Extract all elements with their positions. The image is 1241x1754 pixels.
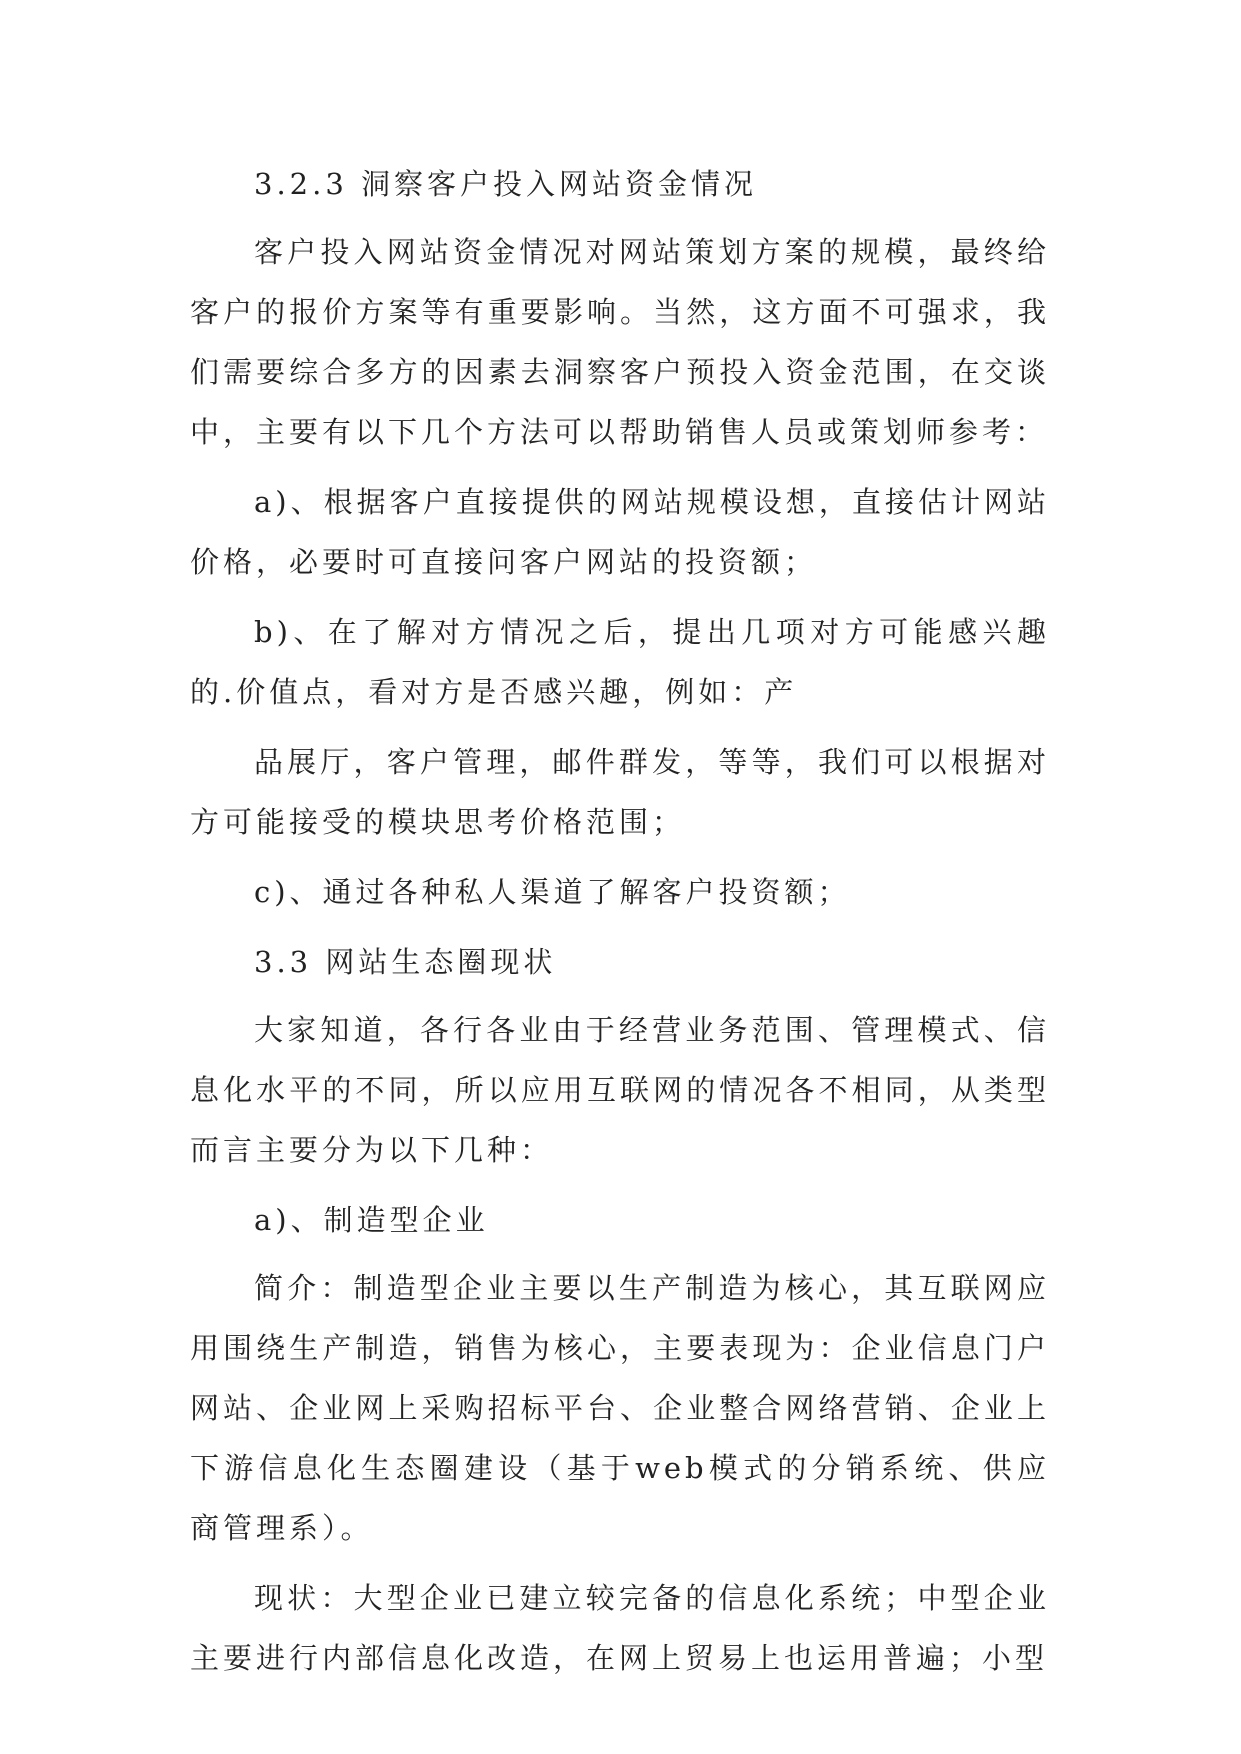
paragraph-manufacturing-intro: 简介：制造型企业主要以生产制造为核心，其互联网应用围绕生产制造，销售为核心，主要表现为：企业信息门户网站、企业网上采购招标平台、企业整合网络营销、企业上下游信息化生态圈建设（基于web模式的分销系统、供应商管理系）。 (190, 1271, 1050, 1545)
list-item-a-manufacturing: a)、制造型企业 (254, 1203, 489, 1237)
section-heading-3-3: 3.3 网站生态圈现状 (254, 945, 557, 979)
paragraph-funding-intro: 客户投入网站资金情况对网站策划方案的规模，最终给客户的报价方案等有重要影响。当然，这方面不可强求，我们需要综合多方的因素去洞察客户预投入资金范围，在交谈中，主要有以下几个方法可以帮助销售人员或策划师参考： (190, 235, 1050, 449)
paragraph-manufacturing-status: 现状：大型企业已建立较完备的信息化系统；中型企业主要进行内部信息化改造，在网上贸易上也运用普遍；小型 (190, 1581, 1050, 1675)
document-body (190, 154, 1050, 1698)
paragraph-industry-types: 大家知道，各行各业由于经营业务范围、管理模式、信息化水平的不同，所以应用互联网的情况各不相同，从类型而言主要分为以下几种： (190, 1013, 1050, 1167)
list-item-a-estimate: a)、根据客户直接提供的网站规模设想，直接估计网站价格，必要时可直接问客户网站的投资额； (190, 485, 1050, 579)
section-heading-3-2-3: 3.2.3 洞察客户投入网站资金情况 (254, 167, 758, 201)
paragraph-product-showroom: 品展厅，客户管理，邮件群发，等等，我们可以根据对方可能接受的模块思考价格范围； (190, 745, 1050, 839)
list-item-c-private-channels: c)、通过各种私人渠道了解客户投资额； (254, 875, 851, 909)
list-item-b-value-points: b)、在了解对方情况之后，提出几项对方可能感兴趣的.价值点，看对方是否感兴趣，例如：产 (190, 615, 1050, 709)
